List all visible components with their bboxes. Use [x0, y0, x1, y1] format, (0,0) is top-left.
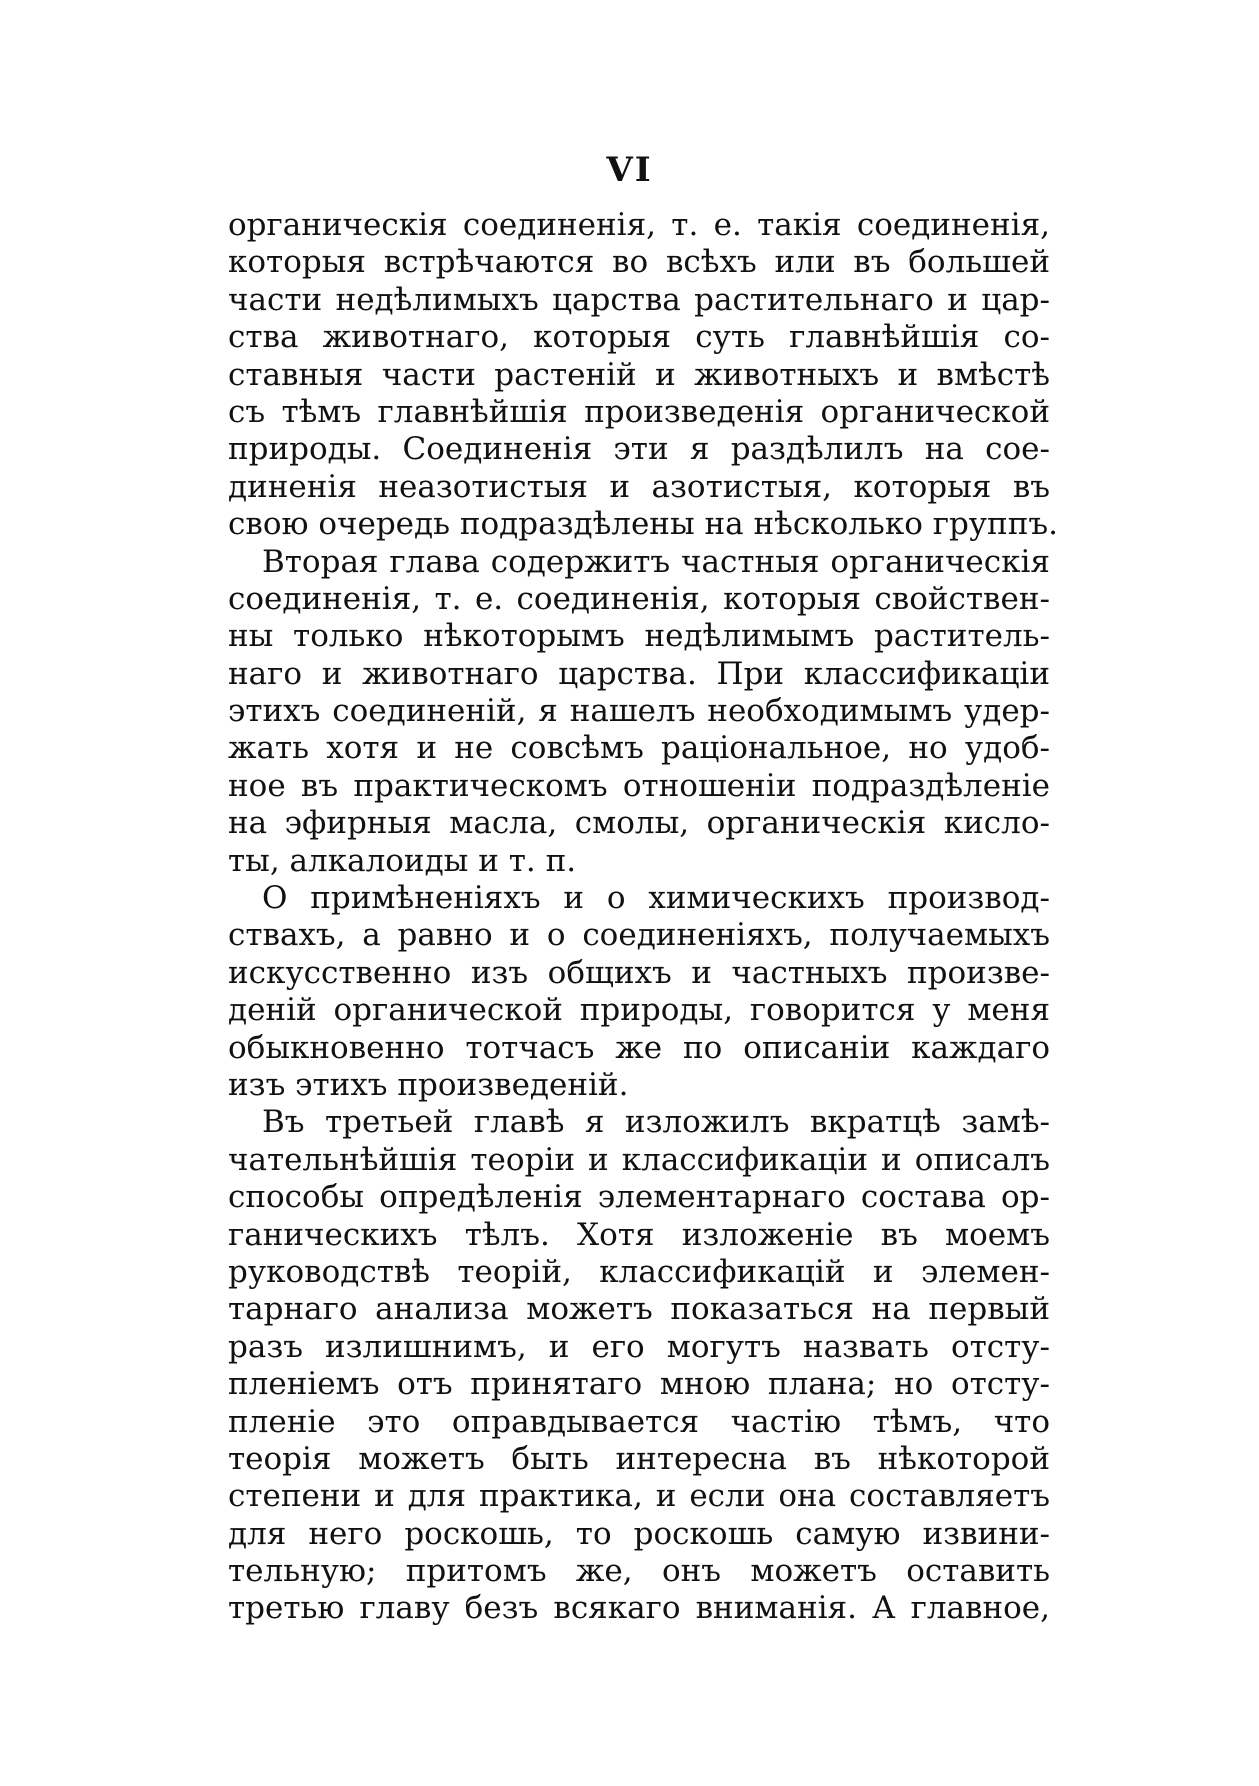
text-line: тельную; притомъ же, онъ можетъ оставить: [228, 1553, 1050, 1590]
paragraph-2: [228, 544, 1050, 881]
text-line: ствахъ, а равно и о соединеніяхъ, получаемыхъ: [228, 917, 1050, 954]
text-line: третью главу безъ всякаго вниманія. А главное,: [228, 1590, 1050, 1627]
text-line: теорія можетъ быть интересна въ нѣкоторой: [228, 1440, 1050, 1477]
text-line: съ тѣмъ главнѣйшія произведенія органической: [228, 393, 1050, 430]
text-line: которыя встрѣчаются во всѣхъ или въ большей: [228, 244, 1050, 281]
text-line: тарнаго анализа можетъ показаться на первый: [228, 1291, 1050, 1328]
text-line: изъ этихъ произведеній.: [228, 1066, 629, 1103]
page-number: VI: [606, 150, 653, 190]
text-line: свою очередь подраздѣлены на нѣсколько группъ.: [228, 506, 1058, 543]
text-line: степени и для практика, и если она составляетъ: [228, 1478, 1050, 1515]
text-line: для него роскошь, то роскошь самую извини-: [228, 1515, 1050, 1552]
paragraph-1: [228, 207, 1058, 544]
text-line: ганическихъ тѣлъ. Хотя изложеніе въ моемъ: [228, 1216, 1050, 1253]
text-line: разъ излишнимъ, и его могутъ назвать отсту-: [228, 1328, 1050, 1365]
text-line: обыкновенно тотчасъ же по описаніи каждаго: [228, 1029, 1050, 1066]
text-line: природы. Соединенія эти я раздѣлилъ на сое-: [228, 431, 1050, 468]
text-line: на эфирныя масла, смолы, органическія кисло-: [228, 805, 1050, 842]
text-line: ное въ практическомъ отношеніи подраздѣленіе: [228, 767, 1050, 804]
text-line: деній органической природы, говорится у меня: [228, 992, 1050, 1029]
text-line: органическія соединенія, т. е. такія соединенія,: [228, 207, 1050, 243]
paragraph-4: [228, 1104, 1050, 1627]
text-line: Вторая глава содержитъ частныя органическія: [262, 543, 1050, 580]
text-line: части недѣлимыхъ царства растительнаго и цар-: [228, 281, 1050, 318]
text-line: руководствѣ теорій, классификацій и элемен-: [228, 1253, 1050, 1290]
text-line: ны только нѣкоторымъ недѣлимымъ раститель-: [228, 618, 1050, 655]
text-line: ства животнаго, которыя суть главнѣйшія со-: [228, 319, 1050, 356]
text-line: искусственно изъ общихъ и частныхъ произве-: [228, 954, 1050, 991]
text-line: диненія неазотистыя и азотистыя, которыя въ: [228, 468, 1050, 505]
text-line: О примѣненіяхъ и о химическихъ производ-: [262, 880, 1050, 917]
text-line: жать хотя и не совсѣмъ раціональное, но удоб-: [228, 730, 1050, 767]
text-line: пленіемъ отъ принятаго мною плана; но отсту-: [228, 1366, 1050, 1403]
text-line: пленіе это оправдывается частію тѣмъ, что: [228, 1403, 1050, 1440]
body-text: [228, 207, 1058, 1628]
text-line: соединенія, т. е. соединенія, которыя свойствен-: [228, 580, 1050, 617]
text-line: ставныя части растеній и животныхъ и вмѣстѣ: [228, 356, 1050, 393]
text-line: чательнѣйшія теоріи и классификаціи и описалъ: [228, 1141, 1050, 1178]
text-line: Въ третьей главѣ я изложилъ вкратцѣ замѣ-: [262, 1104, 1050, 1141]
text-line: ты, алкалоиды и т. п.: [228, 842, 577, 879]
text-line: способы опредѣленія элементарнаго состава ор-: [228, 1179, 1050, 1216]
paragraph-3: [228, 880, 1050, 1104]
text-line: этихъ соединеній, я нашелъ необходимымъ удер-: [228, 693, 1050, 730]
text-line: наго и животнаго царства. При классификаціи: [228, 655, 1050, 692]
